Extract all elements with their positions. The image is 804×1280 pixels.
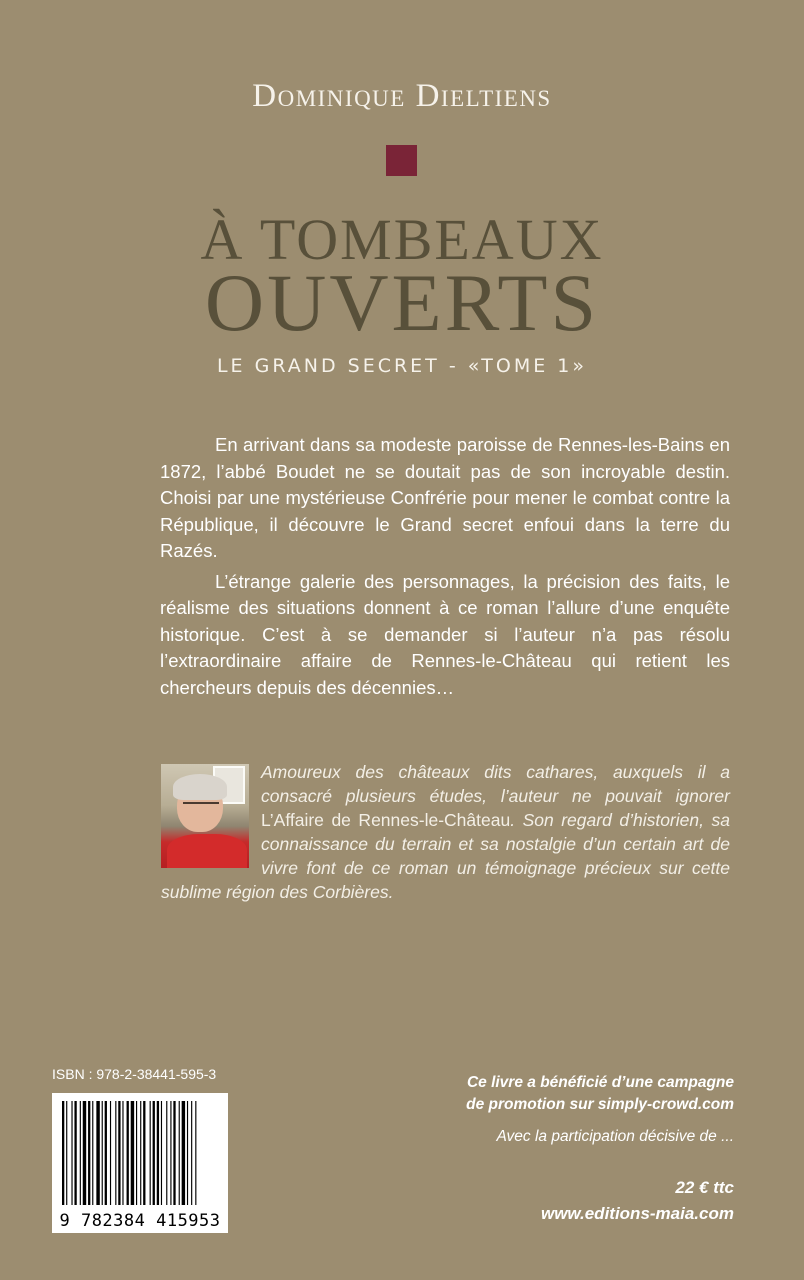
photo-spacer [161,760,261,878]
barcode-bar [131,1101,134,1205]
barcode-bar [136,1101,137,1205]
barcode-bar [102,1101,103,1205]
barcode-bar [182,1101,185,1205]
barcode-bar [191,1101,192,1205]
barcode-bar [179,1101,180,1205]
promo-text [334,1072,734,1116]
barcode-bars [52,1093,228,1211]
promo-line-2: de promotion sur simply-crowd.com [466,1096,734,1113]
barcode-bar [187,1101,188,1205]
barcode-bar [195,1101,196,1205]
barcode-bar [110,1101,111,1205]
summary-paragraph: En arrivant dans sa modeste paroisse de Rennes-les-Bains en 1872, l’abbé Boudet ne se doutait pas de son incroyable destin. Choisi par une mystérieuse Confrérie pour mener le combat contre la République, il découvre le Grand secret enfoui dans la terre du Razés. [160,434,730,561]
isbn-label: ISBN : 978-2-38441-595-3 [52,1066,217,1082]
barcode [52,1093,228,1233]
author-name: Dominique Dieltiens [252,78,552,114]
barcode-bar [166,1101,167,1205]
author-bio [161,760,730,904]
price: 22 € ttc [675,1178,734,1197]
barcode-digits: 9 782384 415953 [59,1211,221,1231]
barcode-bar [122,1101,123,1205]
barcode-bar [80,1101,81,1205]
bio-book-reference: L’Affaire de Rennes-le-Château [261,810,511,830]
barcode-bar [66,1101,67,1205]
barcode-bar [170,1101,171,1205]
series-subtitle: LE GRAND SECRET - «TOME 1» [216,355,588,377]
title-line-1: À TOMBEAUX [200,207,604,272]
barcode-bar [127,1101,129,1205]
promo-line-1: Ce livre a bénéficié d’une campagne [466,1074,734,1091]
barcode-bar [153,1101,155,1205]
barcode-bar [62,1101,64,1205]
barcode-bar [88,1101,90,1205]
publisher-website[interactable]: www.editions-maia.com [540,1204,734,1223]
book-summary [160,432,730,705]
title-line-2: OUVERTS [204,257,600,348]
barcode-bar [96,1101,99,1205]
summary-paragraph: L’étrange galerie des personnages, la précision des faits, le réalisme des situations donnent à ce roman l’allure d’une enquête historique. C’est à se demander si l’auteur n’a pas résolu l’extraordinaire affaire de Rennes-le-Château qui retient les chercheurs depuis des décennies… [160,570,730,698]
barcode-bar [140,1101,141,1205]
barcode-bar [92,1101,93,1205]
partner-text: Avec la participation décisive de ... [496,1128,734,1145]
barcode-bar [83,1101,86,1205]
barcode-bar [173,1101,175,1205]
barcode-bar [150,1101,151,1205]
decorative-square [386,145,417,176]
barcode-bar [143,1101,145,1205]
barcode-bar [105,1101,107,1205]
barcode-bar [118,1101,120,1205]
barcode-bar [115,1101,116,1205]
bio-text-1: Amoureux des châteaux dits cathares, auxquels il a consacré plusieurs études, l’auteur ne pouvait ignorer [261,762,730,806]
barcode-bar [157,1101,159,1205]
barcode-bar [161,1101,162,1205]
barcode-bar [74,1101,76,1205]
barcode-bar [71,1101,72,1205]
bio-text-2: . Son regard d’historien, sa connaissance du terrain et sa nostalgie d’un certain art de vivre font de ce roman un témoignage précieux sur cette sublime région des Corbières. [161,810,730,902]
